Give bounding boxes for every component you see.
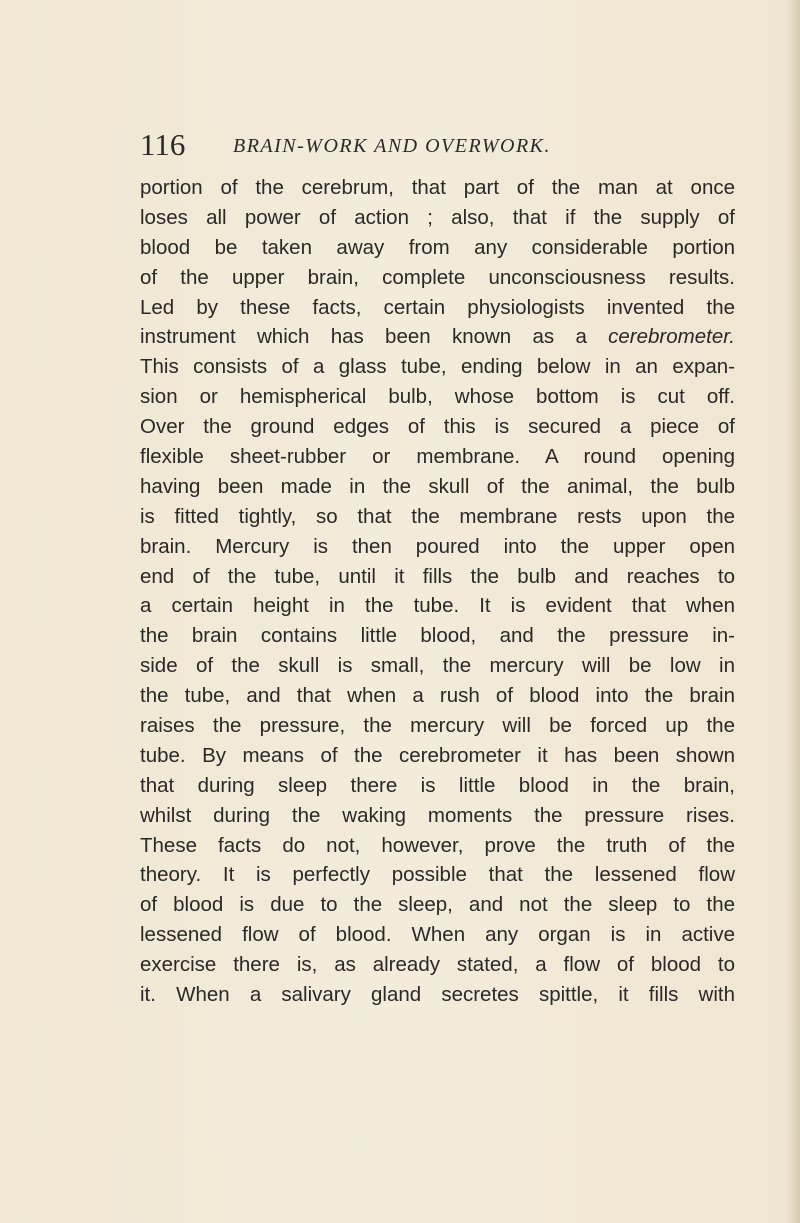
text-line: side of the skull is small, the mercury will be low in [140, 654, 735, 678]
text-line: This consists of a glass tube, ending below in an expan- [140, 355, 735, 379]
running-title: BRAIN-WORK AND OVERWORK. [233, 135, 552, 157]
body-text [140, 173, 735, 1010]
page-edge-shadow [786, 0, 800, 1223]
text-line: raises the pressure, the mercury will be forced up the [140, 714, 735, 738]
text-line: of the upper brain, complete unconsciousness results. [140, 265, 735, 289]
text-line: flexible sheet-rubber or membrane. A round opening [140, 445, 735, 469]
page-number: 116 [140, 127, 186, 162]
text-line: a certain height in the tube. It is evident that when [140, 594, 735, 618]
text-line: These facts do not, however, prove the truth of the [140, 833, 735, 857]
text-line: portion of the cerebrum, that part of the man at once [140, 176, 735, 199]
text-line: that during sleep there is little blood in the brain, [140, 773, 735, 797]
text-line-start: instrument which has been known as a [140, 325, 587, 349]
text-line-with-term [140, 322, 735, 352]
text-line: Over the ground edges of this is secured a piece of [140, 415, 735, 439]
text-line: brain. Mercury is then poured into the upper open [140, 534, 735, 558]
text-line: sion or hemispherical bulb, whose bottom is cut off. [140, 385, 735, 409]
text-line: lessened flow of blood. When any organ is in active [140, 923, 735, 947]
text-line: end of the tube, until it fills the bulb and reaches to [140, 564, 735, 588]
text-line: the brain contains little blood, and the pressure in- [140, 624, 735, 648]
text-line: loses all power of action ; also, that if the supply of [140, 205, 735, 229]
text-line: exercise there is, as already stated, a flow of blood to [140, 953, 735, 977]
text-line: Led by these facts, certain physiologists invented the [140, 295, 735, 319]
text-line: theory. It is perfectly possible that the lessened flow [140, 863, 735, 887]
italic-term: cerebrometer. [608, 325, 735, 349]
text-line: tube. By means of the cerebrometer it has been shown [140, 743, 735, 767]
text-line: blood be taken away from any considerable portion [140, 235, 735, 259]
text-line: the tube, and that when a rush of blood into the brain [140, 684, 735, 708]
text-line: of blood is due to the sleep, and not the sleep to the [140, 893, 735, 917]
text-line: is fitted tightly, so that the membrane rests upon the [140, 504, 735, 528]
text-line: having been made in the skull of the animal, the bulb [140, 474, 735, 498]
text-line: whilst during the waking moments the pressure rises. [140, 803, 735, 827]
page-header [140, 128, 740, 164]
text-line: it. When a salivary gland secretes spittle, it fills with [140, 983, 735, 1007]
